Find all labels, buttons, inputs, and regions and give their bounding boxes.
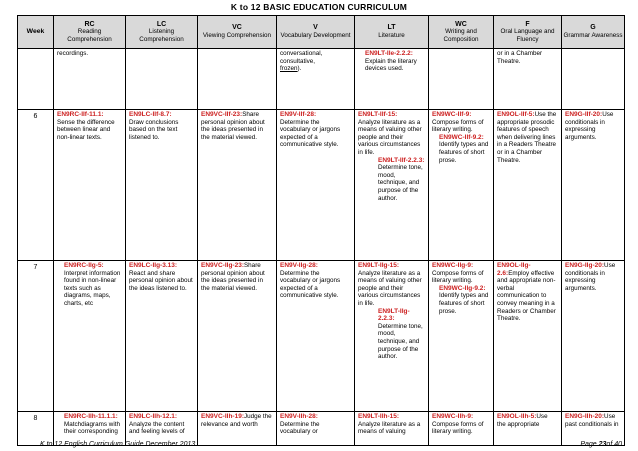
competency-code: EN9WC-IIg-9: — [432, 262, 474, 269]
header-lt-name: Literature — [378, 32, 405, 39]
competency-text: Compose forms of literary writing. — [432, 420, 484, 436]
competency-text: Matchdiagrams with their corresponding — [64, 420, 120, 436]
competency-code: EN9OL-IIf-5: — [497, 111, 535, 118]
header-g — [562, 16, 625, 49]
cell-rc — [54, 110, 126, 261]
table-row — [18, 49, 625, 110]
competency-code: EN9LC-IIh-12.1: — [129, 413, 178, 420]
competency-text: Determine the vocabulary or — [280, 420, 320, 436]
cell-lt — [355, 49, 429, 110]
cell-vc — [198, 412, 277, 446]
competency-text: Identify types and features of short prose. — [439, 292, 489, 315]
cell-rc — [54, 49, 126, 110]
header-lc-name: Listening Comprehension — [139, 28, 184, 43]
cell-v — [277, 49, 355, 110]
header-wc — [429, 16, 494, 49]
cell-lt — [355, 412, 429, 446]
competency-code: EN9V-IIf-28: — [280, 111, 317, 118]
cell-week: 6 — [18, 110, 54, 261]
competency-code: EN9VC-IIh-19: — [201, 413, 244, 420]
competency-text: Judge the relevance and worth — [201, 413, 272, 428]
competency-text: Explain the literary devices used. — [365, 57, 417, 73]
competency-text: Determine the vocabulary or jargons expected of a communicative style. — [280, 269, 341, 300]
competency-code: EN9VC-IIg-23: — [201, 262, 244, 269]
header-v — [277, 16, 355, 49]
competency-code: EN9OL-IIh-5: — [497, 413, 537, 420]
competency-text: Analyze the content and feeling levels of — [129, 420, 185, 436]
document-title: K to 12 BASIC EDUCATION CURRICULUM — [230, 2, 408, 12]
cell-text: recordings. — [57, 50, 89, 57]
cell-lc — [126, 49, 198, 110]
cell-text: conversational, — [280, 50, 323, 57]
cell-lc — [126, 110, 198, 261]
header-lt — [355, 16, 429, 49]
header-v-code: V — [313, 24, 318, 32]
competency-code: EN9WC-IIf-9.2: — [439, 133, 484, 141]
competency-code: EN9LT-IIf-15: — [358, 111, 398, 118]
header-rc-code: RC — [84, 20, 95, 28]
competency-text: Analyze literature as a means of valuing — [358, 420, 421, 436]
footer-page-prefix: Page — [580, 441, 599, 448]
competency-code: EN9G-IIh-20: — [565, 413, 605, 420]
competency-code: EN9WC-IIg-9.2: — [439, 284, 486, 292]
cell-v — [277, 110, 355, 261]
header-lc — [126, 16, 198, 49]
cell-f — [494, 110, 562, 261]
footer-page-total: of 40 — [606, 441, 622, 448]
competency-text: Determine the vocabulary or jargons expected of a communicative style. — [280, 118, 341, 149]
competency-code: EN9RC-IIf-11.1: — [57, 111, 104, 118]
header-g-name: Grammar Awareness — [563, 32, 623, 39]
competency-text: Determine tone, mood, technique, and purpose of the author. — [378, 164, 423, 202]
table-row — [18, 261, 625, 412]
header-vc-name: Viewing Comprehension — [202, 32, 272, 39]
competency-text: Employ effective and appropriate non-verbal communication to convey meaning in a Readers or Chamber Theatre. — [497, 269, 556, 323]
footer-page-number — [580, 441, 622, 448]
competency-text: Analyze literature as a means of valuing other people and their various circumstances in life. — [358, 269, 422, 307]
header-lc-code: LC — [156, 20, 167, 28]
cell-text: ). — [297, 65, 302, 73]
cell-f — [494, 261, 562, 412]
competency-text: Use — [534, 111, 546, 118]
cell-f — [494, 412, 562, 446]
header-lt-code: LT — [387, 24, 396, 32]
competency-text: Use the appropriate — [497, 413, 548, 428]
table-row — [18, 110, 625, 261]
cell-lt — [355, 110, 429, 261]
competency-code: EN9LC-IIg-3.13: — [129, 262, 178, 269]
competency-code: EN9RC-IIg-5: — [64, 262, 104, 269]
cell-wc — [429, 49, 494, 110]
header-rc-name: Reading Comprehension — [67, 28, 112, 43]
cell-text: consultative, — [280, 57, 316, 65]
competency-code: EN9LT-IIg-15: — [358, 262, 400, 269]
cell-week: 7 — [18, 261, 54, 412]
competency-code: EN9LT-IIe-2.2.2: — [365, 50, 413, 57]
competency-code: EN9V-IIg-28: — [280, 262, 318, 269]
competency-text: Interpret information found in non-linear texts such as diagrams, maps, charts, etc — [64, 269, 121, 307]
competency-code: EN9RC-IIh-11.1.1: — [64, 413, 118, 420]
competency-text: Share personal opinion about the ideas presented in the material viewed. — [201, 111, 265, 141]
header-wc-name: Writing and Composition — [443, 28, 479, 43]
competency-code: EN9OL-IIg-2.6: — [497, 262, 531, 277]
cell-week: 8 — [18, 412, 54, 446]
header-rc — [54, 16, 126, 49]
cell-vc — [198, 261, 277, 412]
footer-guide-title: K to 12 English Curriculum Guide December 2013 — [40, 441, 196, 448]
header-week: Week — [18, 16, 54, 49]
cell-lt — [355, 261, 429, 412]
footer-page-current: 23 — [598, 441, 607, 448]
curriculum-table — [17, 15, 625, 446]
competency-code: EN9LT-IIh-15: — [358, 413, 400, 420]
cell-wc — [429, 110, 494, 261]
competency-text: Compose forms of literary writing. — [432, 269, 484, 285]
cell-v — [277, 412, 355, 446]
cell-lc — [126, 261, 198, 412]
competency-code: EN9WC-IIh-9: — [432, 413, 474, 420]
competency-text: Identify types and features of short prose. — [439, 141, 489, 164]
competency-text: Compose forms of literary writing. — [432, 118, 484, 134]
cell-text: or in a Chamber Theatre. — [497, 50, 543, 65]
header-g-code: G — [590, 24, 596, 32]
competency-text: Use conditionals in expressing arguments. — [565, 262, 616, 292]
competency-code: EN9VC-IIf-23: — [201, 111, 243, 118]
header-vc — [198, 16, 277, 49]
header-wc-code: WC — [455, 20, 467, 28]
competency-code: EN9LC-IIf-8.7: — [129, 111, 172, 118]
competency-text: the appropriate prosodic features of speech when delivering lines in a Readers Theatre or in a Chamber Theatre. — [497, 111, 557, 164]
competency-text: Sense the difference between linear and non-linear texts. — [57, 118, 115, 141]
competency-text: Draw conclusions based on the text listened to. — [129, 118, 179, 141]
header-f — [494, 16, 562, 49]
competency-text: Use conditionals in expressing arguments. — [565, 111, 614, 141]
competency-text: Use past conditionals in — [565, 413, 619, 428]
competency-code: EN9LT-IIf-2.2.3: — [378, 156, 425, 164]
cell-wc — [429, 261, 494, 412]
header-f-name: Oral Language and Fluency — [500, 28, 555, 43]
competency-code: EN9LT-IIg-2.2.3: — [378, 307, 410, 323]
header-v-name: Vocabulary Development — [280, 32, 351, 39]
cell-f — [494, 49, 562, 110]
competency-code: EN9WC-IIf-9: — [432, 111, 472, 118]
header-vc-code: VC — [232, 24, 242, 32]
header-f-code: F — [525, 20, 530, 28]
cell-v — [277, 261, 355, 412]
competency-text: Determine tone, mood, technique, and purpose of the author. — [378, 322, 423, 361]
cell-vc — [198, 49, 277, 110]
cell-wc — [429, 412, 494, 446]
competency-text: Analyze literature as a means of valuing other people and their various circumstances in life. — [358, 118, 422, 156]
competency-code: EN9G-IIg-20: — [565, 262, 605, 269]
cell-rc — [54, 261, 126, 412]
cell-g — [562, 110, 625, 261]
competency-code: EN9G-IIf-20: — [565, 111, 603, 118]
header-row — [18, 16, 625, 49]
competency-code: EN9V-IIh-28: — [280, 413, 318, 420]
competency-text: Share personal opinion about the ideas presented in the material viewed. — [201, 262, 265, 292]
cell-week — [18, 49, 54, 110]
cell-g — [562, 49, 625, 110]
competency-text: React and share personal opinion about the ideas listened to. — [129, 269, 193, 292]
cell-vc — [198, 110, 277, 261]
cell-g — [562, 261, 625, 412]
cell-text-underlined: frozen — [280, 65, 298, 73]
